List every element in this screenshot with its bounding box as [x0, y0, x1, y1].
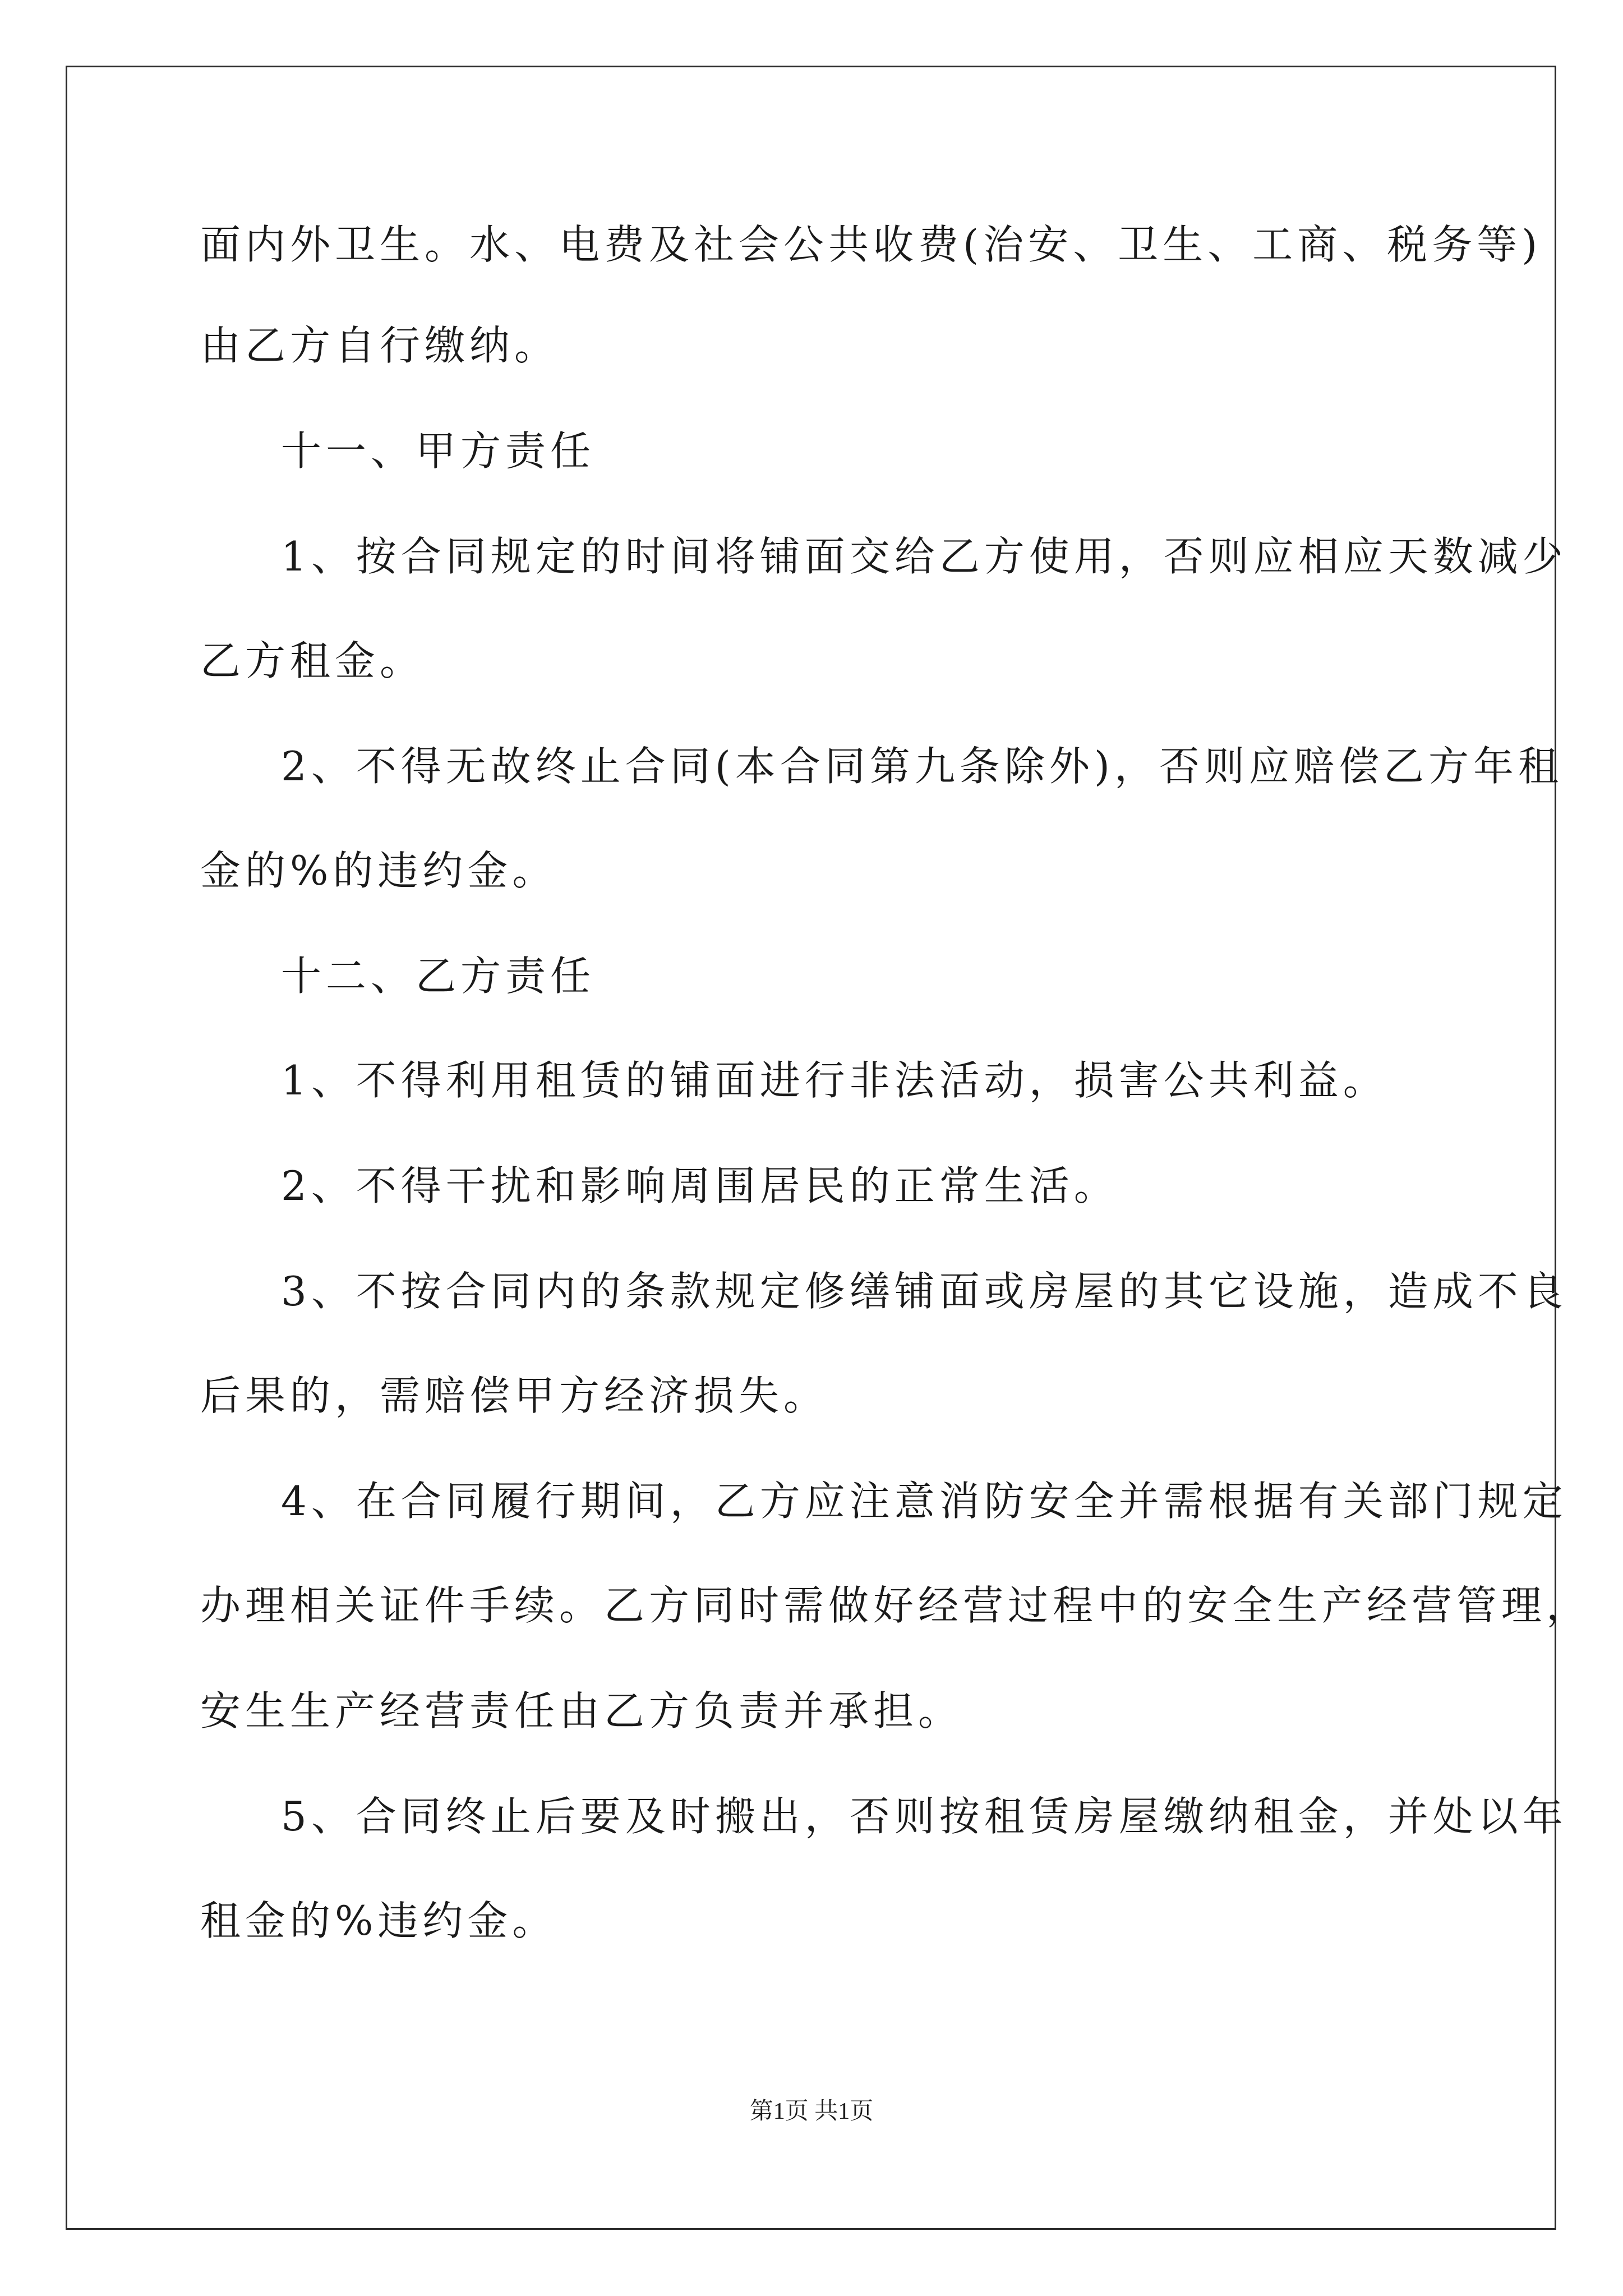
text-line: 3、不按合同内的条款规定修缮铺面或房屋的其它设施，造成不良	[281, 1268, 1567, 1315]
text-line: 4、在合同履行期间，乙方应注意消防安全并需根据有关部门规定	[281, 1478, 1567, 1525]
text-line: 租金的%违约金。	[200, 1897, 557, 1944]
text-line: 5、合同终止后要及时搬出，否则按租赁房屋缴纳租金，并处以年	[281, 1793, 1567, 1840]
text-line: 后果的，需赔偿甲方经济损失。	[200, 1372, 829, 1419]
section-heading: 十一、甲方责任	[281, 427, 596, 475]
text-line: 2、不得无故终止合同(本合同第九条除外)，否则应赔偿乙方年租	[281, 743, 1563, 790]
text-line: 由乙方自行缴纳。	[200, 322, 560, 369]
text-line: 面内外卫生。水、电费及社会公共收费(治安、卫生、工商、税务等)	[200, 221, 1542, 268]
page-number-footer: 第1页 共1页	[749, 2099, 874, 2124]
section-heading: 十二、乙方责任	[281, 953, 596, 1000]
text-line: 1、不得利用租赁的铺面进行非法活动，损害公共利益。	[281, 1057, 1388, 1104]
text-line: 金的%的违约金。	[200, 847, 557, 894]
text-line: 办理相关证件手续。乙方同时需做好经营过程中的安全生产经营管理，	[200, 1582, 1592, 1629]
text-line: 乙方租金。	[200, 637, 425, 684]
text-line: 2、不得干扰和影响周围居民的正常生活。	[281, 1162, 1119, 1209]
text-line: 1、按合同规定的时间将铺面交给乙方使用，否则应相应天数减少	[281, 533, 1567, 580]
text-line: 安生生产经营责任由乙方负责并承担。	[200, 1687, 963, 1734]
